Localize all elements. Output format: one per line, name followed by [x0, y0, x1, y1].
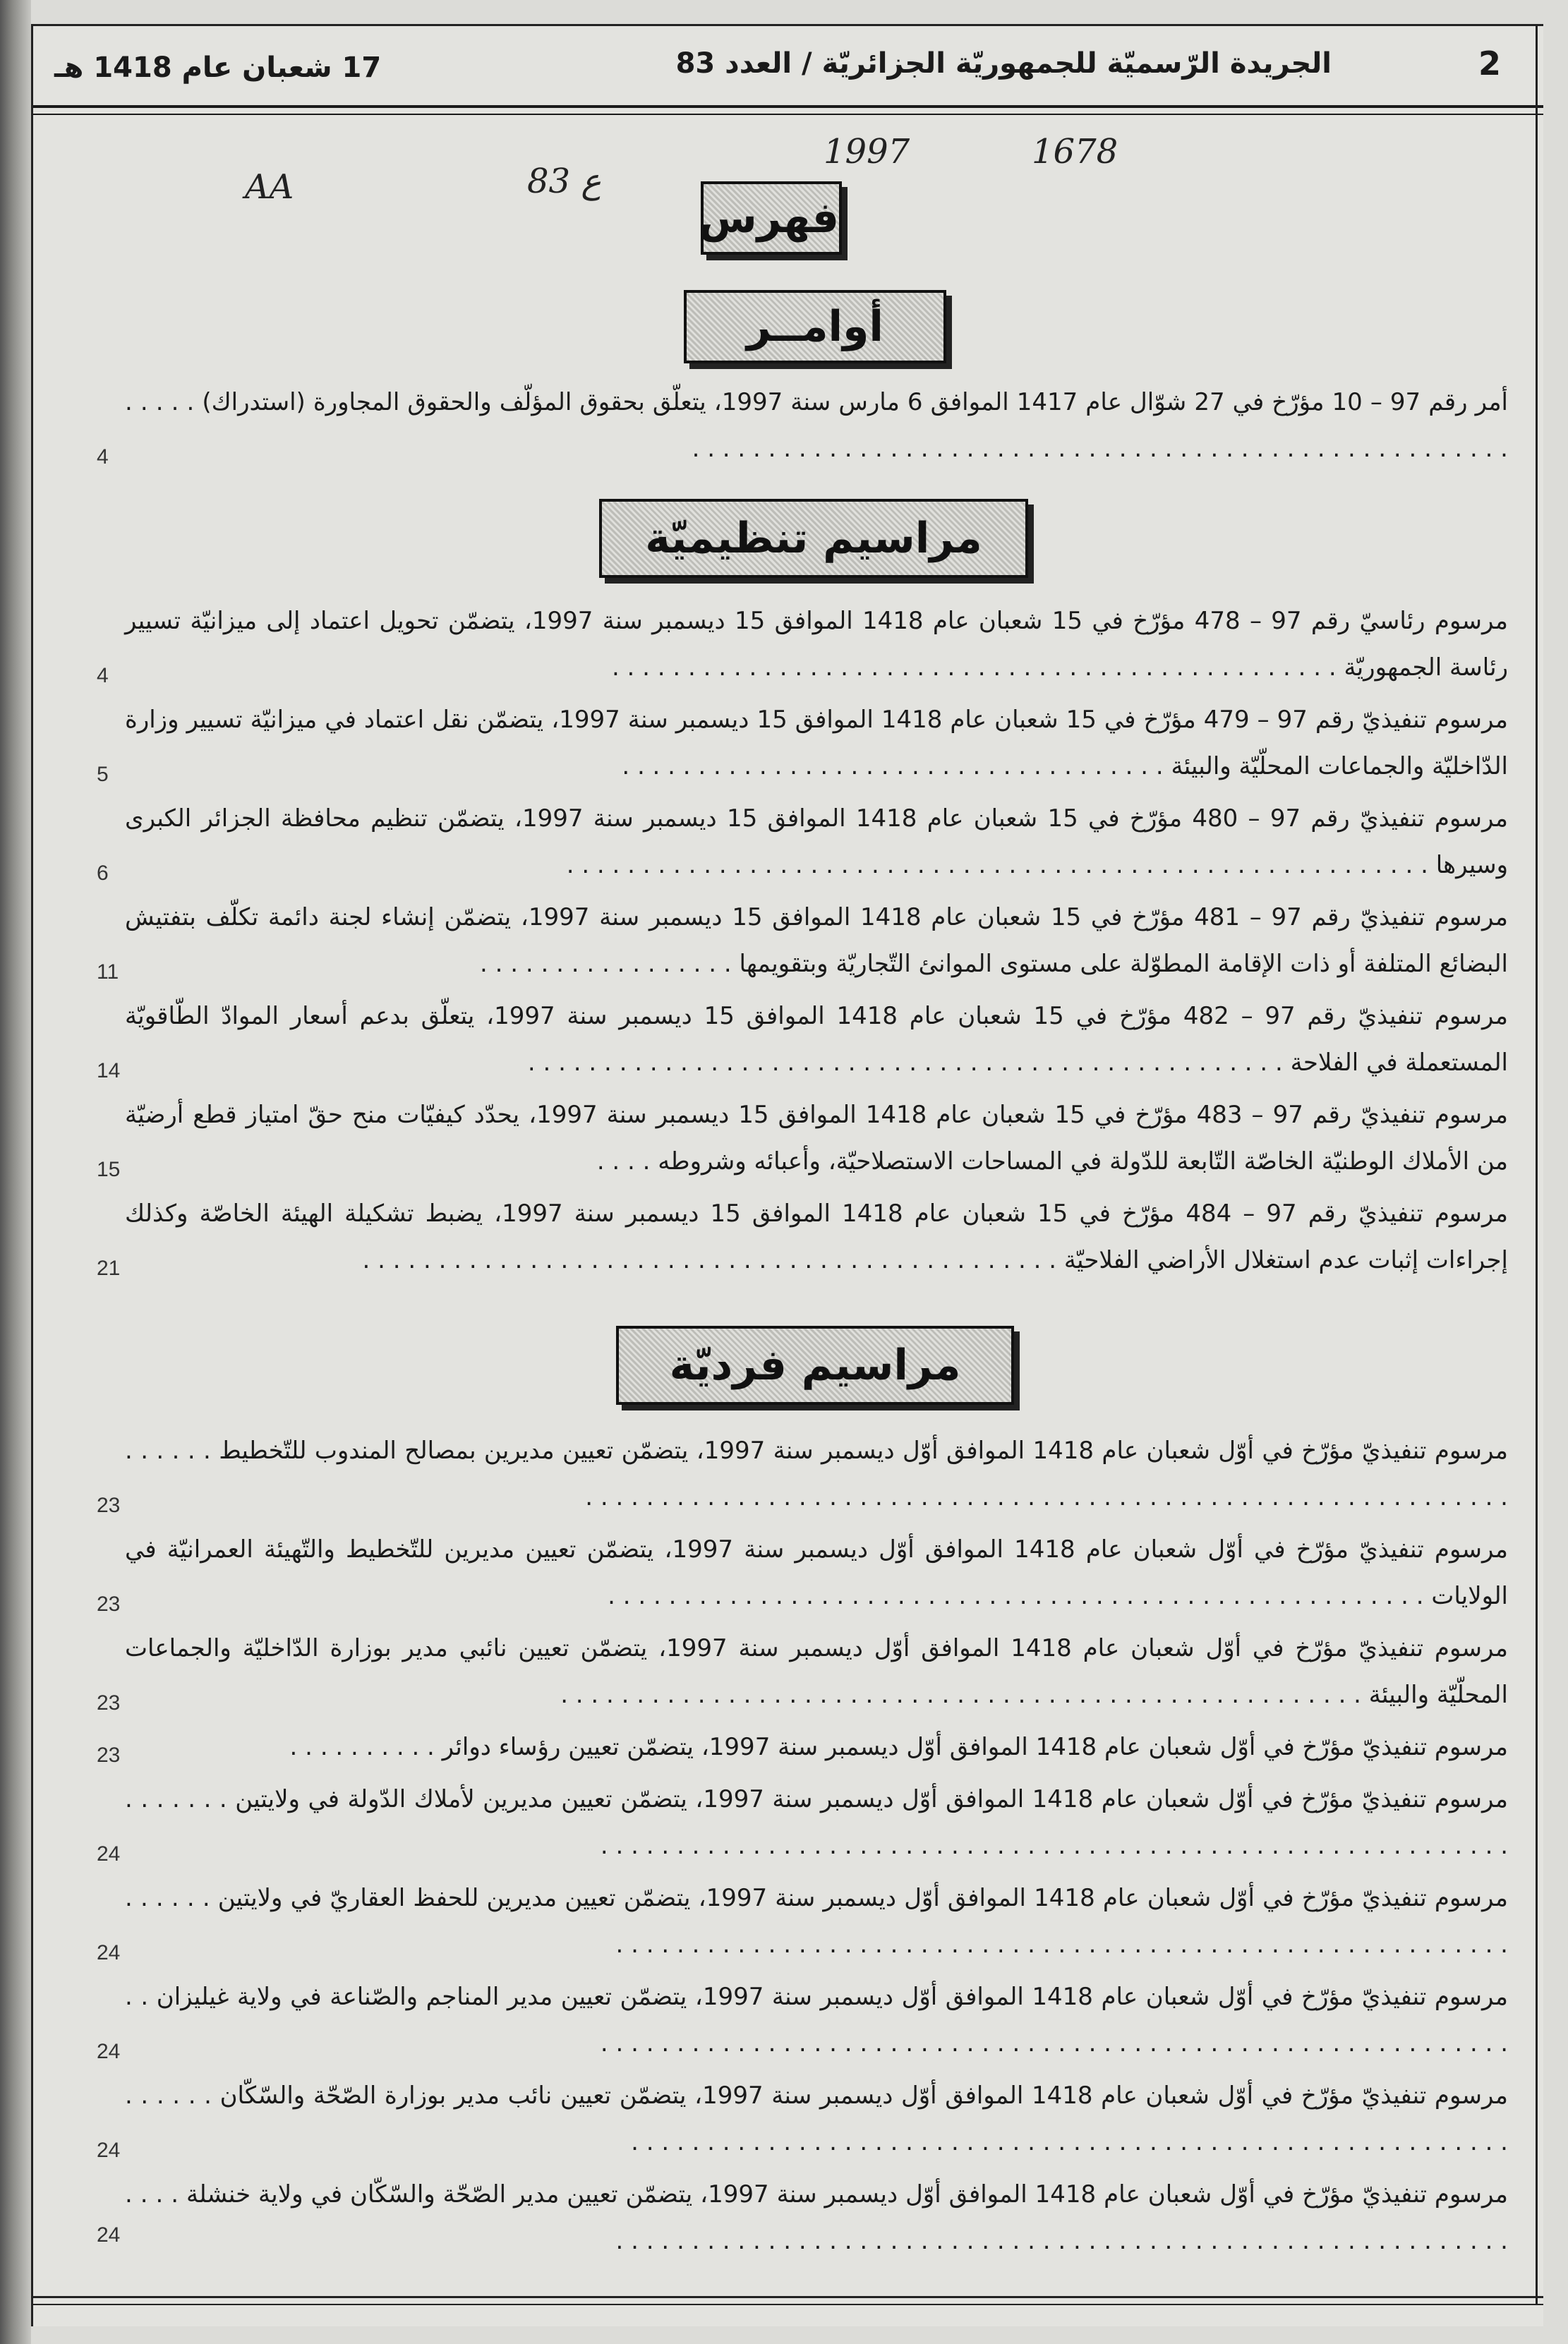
section-banner-regulatory [599, 499, 1028, 578]
toc-entry-page: 23 [97, 1593, 121, 1616]
toc-entry-text: مرسوم تنفيذيّ رقم 97 – 483 مؤرّخ في 15 شعبان عام 1418 الموافق 15 ديسمبر سنة 1997، يحدّد كيفيّات منح حقّ امتياز قطع أرضيّة من الأملاك الوطنيّة الخاصّة التّابعة للدّولة في المساحات الاستصلاحيّة، وأعبائه وشروطه [125, 1101, 1508, 1176]
toc-entry-page: 15 [97, 1158, 121, 1181]
toc-entry-page: 24 [97, 1941, 121, 1964]
toc-entry-text: مرسوم تنفيذيّ مؤرّخ في أوّل شعبان عام 1418 الموافق أوّل ديسمبر سنة 1997، يتضمّن تعيين نائبي مدير بوزارة الدّاخليّة والجماعات المحلّيّة والبيئة [125, 1634, 1508, 1709]
toc-entry[interactable]: مرسوم تنفيذيّ رقم 97 – 480 مؤرّخ في 15 شعبان عام 1418 الموافق 15 ديسمبر سنة 1997، يتضمّن تنظيم محافظة الجزائر الكبرى وسيرها . . . . . . . . . . . . . . . . . . . . . . . . . . . . . . . . . . . . . . . . . . . . . . . . . . . . . . . . . 6 [97, 804, 1508, 885]
header-date: 17 شعبان عام 1418 هـ [54, 52, 382, 84]
toc-entry[interactable]: مرسوم تنفيذيّ مؤرّخ في أوّل شعبان عام 1418 الموافق أوّل ديسمبر سنة 1997، يتضمّن تعيين مدير المناجم والصّناعة في ولاية غيليزان . . . . . . . . . . . . . . . . . . . . . . . . . . . . . . . . . . . . . . . . . . . . . . . . . . . . . . . . . . . . . . 24 [97, 1983, 1508, 2063]
toc-entry-text: مرسوم تنفيذيّ رقم 97 – 479 مؤرّخ في 15 شعبان عام 1418 الموافق 15 ديسمبر سنة 1997، يتضمّن نقل اعتماد في ميزانيّة تسيير وزارة الدّاخليّة والجماعات المحلّيّة والبيئة [125, 706, 1508, 780]
toc-entry[interactable]: مرسوم تنفيذيّ مؤرّخ في أوّل شعبان عام 1418 الموافق أوّل ديسمبر سنة 1997، يتضمّن تعيين مديرين بمصالح المندوب للتّخطيط . . . . . . . . . . . . . . . . . . . . . . . . . . . . . . . . . . . . . . . . . . . . . . . . . . . . . . . . . . . . . . . . . . . 23 [97, 1437, 1508, 1517]
toc-entry[interactable]: مرسوم تنفيذيّ رقم 97 – 484 مؤرّخ في 15 شعبان عام 1418 الموافق 15 ديسمبر سنة 1997، يضبط تشكيلة الهيئة الخاصّة وكذلك إجراءات إثبات عدم استغلال الأراضي الفلاحيّة . . . . . . . . . . . . . . . . . . . . . . . . . . . . . . . . . . . . . . . . . . . . . . 21 [97, 1200, 1508, 1280]
section-title-individual: مراسيم فرديّة [669, 1341, 961, 1390]
toc-entry-page: 24 [97, 1842, 121, 1866]
page-right-border [1536, 26, 1538, 2305]
toc-entry-text: مرسوم رئاسيّ رقم 97 – 478 مؤرّخ في 15 شعبان عام 1418 الموافق 15 ديسمبر سنة 1997، يتضمّن تحويل اعتماد إلى ميزانيّة تسيير رئاسة الجمهوريّة [125, 607, 1508, 682]
toc-entry-page: 24 [97, 2040, 121, 2063]
toc-entry-text: مرسوم تنفيذيّ مؤرّخ في أوّل شعبان عام 1418 الموافق أوّل ديسمبر سنة 1997، يتضمّن تعيين مديرين بمصالح المندوب للتّخطيط [219, 1437, 1508, 1465]
gazette-page [31, 24, 1543, 2326]
toc-entry[interactable]: مرسوم تنفيذيّ مؤرّخ في أوّل شعبان عام 1418 الموافق أوّل ديسمبر سنة 1997، يتضمّن تعيين نائبي مدير بوزارة الدّاخليّة والجماعات المحلّيّة والبيئة . . . . . . . . . . . . . . . . . . . . . . . . . . . . . . . . . . . . . . . . . . . . . . . . . . . . . 23 [97, 1634, 1508, 1715]
toc-entry-page: 4 [97, 664, 109, 687]
toc-entry-text: مرسوم تنفيذيّ مؤرّخ في أوّل شعبان عام 1418 الموافق أوّل ديسمبر سنة 1997، يتضمّن تعيين مديرين للحفظ العقاريّ في ولايتين [217, 1884, 1508, 1912]
section-title-orders: أوامــر [747, 302, 883, 351]
toc-entry-page: 23 [97, 1691, 121, 1715]
page-bottom-rule [33, 2296, 1543, 2298]
toc-entry-page: 4 [97, 445, 109, 469]
toc-entry-text: مرسوم تنفيذيّ رقم 97 – 482 مؤرّخ في 15 شعبان عام 1418 الموافق 15 ديسمبر سنة 1997، يتعلّق بدعم أسعار الموادّ الطّاقويّة المستعملة في الفلاحة [125, 1002, 1508, 1077]
toc-entry[interactable]: أمر رقم 97 – 10 مؤرّخ في 27 شوّال عام 1417 الموافق 6 مارس سنة 1997، يتعلّق بحقوق المؤلّف والحقوق المجاورة (استدراك) . . . . . . . . . . . . . . . . . . . . . . . . . . . . . . . . . . . . . . . . . . . . . . . . . . . . . . . . . . . 4 [97, 388, 1508, 469]
toc-entry-text: مرسوم تنفيذيّ مؤرّخ في أوّل شعبان عام 1418 الموافق أوّل ديسمبر سنة 1997، يتضمّن تعيين رؤساء دوائر [442, 1733, 1508, 1761]
toc-entry[interactable]: مرسوم تنفيذيّ مؤرّخ في أوّل شعبان عام 1418 الموافق أوّل ديسمبر سنة 1997، يتضمّن تعيين مديرين للحفظ العقاريّ في ولايتين . . . . . . . . . . . . . . . . . . . . . . . . . . . . . . . . . . . . . . . . . . . . . . . . . . . . . . . . . . . . . . . . . 24 [97, 1884, 1508, 1964]
page-bottom-rule-thin [33, 2304, 1543, 2305]
header-rule-thin [33, 114, 1543, 115]
toc-entry[interactable]: مرسوم تنفيذيّ مؤرّخ في أوّل شعبان عام 1418 الموافق أوّل ديسمبر سنة 1997، يتضمّن تعيين مدير الصّحّة والسّكّان في ولاية خنشلة . . . . . . . . . . . . . . . . . . . . . . . . . . . . . . . . . . . . . . . . . . . . . . . . . . . . . . . . . . . . . . . 24 [97, 2180, 1508, 2255]
header-rule [33, 105, 1543, 108]
toc-entry-text: مرسوم تنفيذيّ رقم 97 – 484 مؤرّخ في 15 شعبان عام 1418 الموافق 15 ديسمبر سنة 1997، يضبط تشكيلة الهيئة الخاصّة وكذلك إجراءات إثبات عدم استغلال الأراضي الفلاحيّة [125, 1200, 1508, 1274]
section-banner-orders [684, 290, 946, 363]
toc-entry-page: 23 [97, 1494, 121, 1517]
toc-entry[interactable]: مرسوم رئاسيّ رقم 97 – 478 مؤرّخ في 15 شعبان عام 1418 الموافق 15 ديسمبر سنة 1997، يتضمّن تحويل اعتماد إلى ميزانيّة تسيير رئاسة الجمهوريّة . . . . . . . . . . . . . . . . . . . . . . . . . . . . . . . . . . . . . . . . . . . . . . . . 4 [97, 607, 1508, 687]
toc-entry[interactable]: مرسوم تنفيذيّ مؤرّخ في أوّل شعبان عام 1418 الموافق أوّل ديسمبر سنة 1997، يتضمّن تعيين نائب مدير بوزارة الصّحّة والسّكّان . . . . . . . . . . . . . . . . . . . . . . . . . . . . . . . . . . . . . . . . . . . . . . . . . . . . . . . . . . . . . . . . 24 [97, 2082, 1508, 2162]
handwritten-note-1997: 1997 [824, 132, 910, 171]
handwritten-note-aa: AA [245, 167, 294, 207]
toc-entry-page: 14 [97, 1059, 121, 1082]
section-title-index: فهرس [698, 193, 839, 243]
toc-entry-text: مرسوم تنفيذيّ مؤرّخ في أوّل شعبان عام 1418 الموافق أوّل ديسمبر سنة 1997، يتضمّن تعيين نائب مدير بوزارة الصّحّة والسّكّان [219, 2082, 1508, 2110]
toc-entry-text: مرسوم تنفيذيّ رقم 97 – 480 مؤرّخ في 15 شعبان عام 1418 الموافق 15 ديسمبر سنة 1997، يتضمّن تنظيم محافظة الجزائر الكبرى وسيرها [125, 804, 1508, 879]
toc-entry[interactable]: مرسوم تنفيذيّ مؤرّخ في أوّل شعبان عام 1418 الموافق أوّل ديسمبر سنة 1997، يتضمّن تعيين رؤساء دوائر . . . . . . . . . . 23 [97, 1733, 1508, 1767]
toc-entry-page: 24 [97, 2139, 121, 2162]
section-banner-index [698, 181, 842, 255]
toc-entry-text: مرسوم تنفيذيّ مؤرّخ في أوّل شعبان عام 1418 الموافق أوّل ديسمبر سنة 1997، يتضمّن تعيين مدير المناجم والصّناعة في ولاية غيليزان [156, 1983, 1508, 2011]
toc-entry-page: 24 [97, 2223, 121, 2247]
toc-entry-text: مرسوم تنفيذيّ مؤرّخ في أوّل شعبان عام 1418 الموافق أوّل ديسمبر سنة 1997، يتضمّن تعيين مديرين لأملاك الدّولة في ولايتين [235, 1785, 1508, 1813]
handwritten-note-1678: 1678 [1032, 132, 1118, 171]
handwritten-note-issue: 83 ع [527, 162, 601, 201]
toc-entry[interactable]: مرسوم تنفيذيّ رقم 97 – 479 مؤرّخ في 15 شعبان عام 1418 الموافق 15 ديسمبر سنة 1997، يتضمّن نقل اعتماد في ميزانيّة تسيير وزارة الدّاخليّة والجماعات المحلّيّة والبيئة . . . . . . . . . . . . . . . . . . . . . . . . . . . . . . . . . . . . 5 [97, 706, 1508, 786]
toc-entry-text: مرسوم تنفيذيّ مؤرّخ في أوّل شعبان عام 1418 الموافق أوّل ديسمبر سنة 1997، يتضمّن تعيين مدير الصّحّة والسّكّان في ولاية خنشلة [186, 2180, 1508, 2209]
toc-entry[interactable]: مرسوم تنفيذيّ مؤرّخ في أوّل شعبان عام 1418 الموافق أوّل ديسمبر سنة 1997، يتضمّن تعيين مديرين لأملاك الدّولة في ولايتين . . . . . . . . . . . . . . . . . . . . . . . . . . . . . . . . . . . . . . . . . . . . . . . . . . . . . . . . . . . . . . . . . . . 24 [97, 1785, 1508, 1866]
page-binding-edge [0, 0, 31, 2344]
toc-entry[interactable]: مرسوم تنفيذيّ رقم 97 – 482 مؤرّخ في 15 شعبان عام 1418 الموافق 15 ديسمبر سنة 1997، يتعلّق بدعم أسعار الموادّ الطّاقويّة المستعملة في الفلاحة . . . . . . . . . . . . . . . . . . . . . . . . . . . . . . . . . . . . . . . . . . . . . . . . . . 14 [97, 1002, 1508, 1082]
toc-entry-page: 11 [97, 960, 119, 984]
toc-entry[interactable]: مرسوم تنفيذيّ مؤرّخ في أوّل شعبان عام 1418 الموافق أوّل ديسمبر سنة 1997، يتضمّن تعيين مديرين للتّخطيط والتّهيئة العمرانيّة في الولايات . . . . . . . . . . . . . . . . . . . . . . . . . . . . . . . . . . . . . . . . . . . . . . . . . . . . . . 23 [97, 1535, 1508, 1616]
page-header [33, 26, 1543, 112]
toc-entry[interactable]: مرسوم تنفيذيّ رقم 97 – 481 مؤرّخ في 15 شعبان عام 1418 الموافق 15 ديسمبر سنة 1997، يتضمّن إنشاء لجنة دائمة تكلّف بتفتيش البضائع المتلفة أو ذات الإقامة المطوّلة على مستوى الموانئ التّجاريّة وبتقويمها . . . . . . . . . . . . . . . . . 11 [97, 903, 1508, 984]
header-title: الجريدة الرّسميّة للجمهوريّة الجزائريّة / العدد 83 [675, 47, 1332, 80]
toc-entry-page: 6 [97, 862, 109, 885]
section-title-regulatory: مراسيم تنظيميّة [645, 514, 982, 563]
toc-entry-page: 5 [97, 763, 109, 786]
header-page-number: 2 [1478, 44, 1501, 83]
toc-entry-text: مرسوم تنفيذيّ رقم 97 – 481 مؤرّخ في 15 شعبان عام 1418 الموافق 15 ديسمبر سنة 1997، يتضمّن إنشاء لجنة دائمة تكلّف بتفتيش البضائع المتلفة أو ذات الإقامة المطوّلة على مستوى الموانئ التّجاريّة وبتقويمها [125, 903, 1508, 978]
toc-entry-page: 21 [97, 1257, 121, 1280]
toc-entry-page: 23 [97, 1744, 121, 1767]
toc-entry-text: أمر رقم 97 – 10 مؤرّخ في 27 شوّال عام 1417 الموافق 6 مارس سنة 1997، يتعلّق بحقوق المؤلّف والحقوق المجاورة (استدراك) [202, 388, 1508, 416]
section-banner-individual [616, 1326, 1014, 1405]
toc-entry[interactable]: مرسوم تنفيذيّ رقم 97 – 483 مؤرّخ في 15 شعبان عام 1418 الموافق 15 ديسمبر سنة 1997، يحدّد كيفيّات منح حقّ امتياز قطع أرضيّة من الأملاك الوطنيّة الخاصّة التّابعة للدّولة في المساحات الاستصلاحيّة، وأعبائه وشروطه . . . . 15 [97, 1101, 1508, 1181]
toc-entry-text: مرسوم تنفيذيّ مؤرّخ في أوّل شعبان عام 1418 الموافق أوّل ديسمبر سنة 1997، يتضمّن تعيين مديرين للتّخطيط والتّهيئة العمرانيّة في الولايات [125, 1535, 1508, 1610]
